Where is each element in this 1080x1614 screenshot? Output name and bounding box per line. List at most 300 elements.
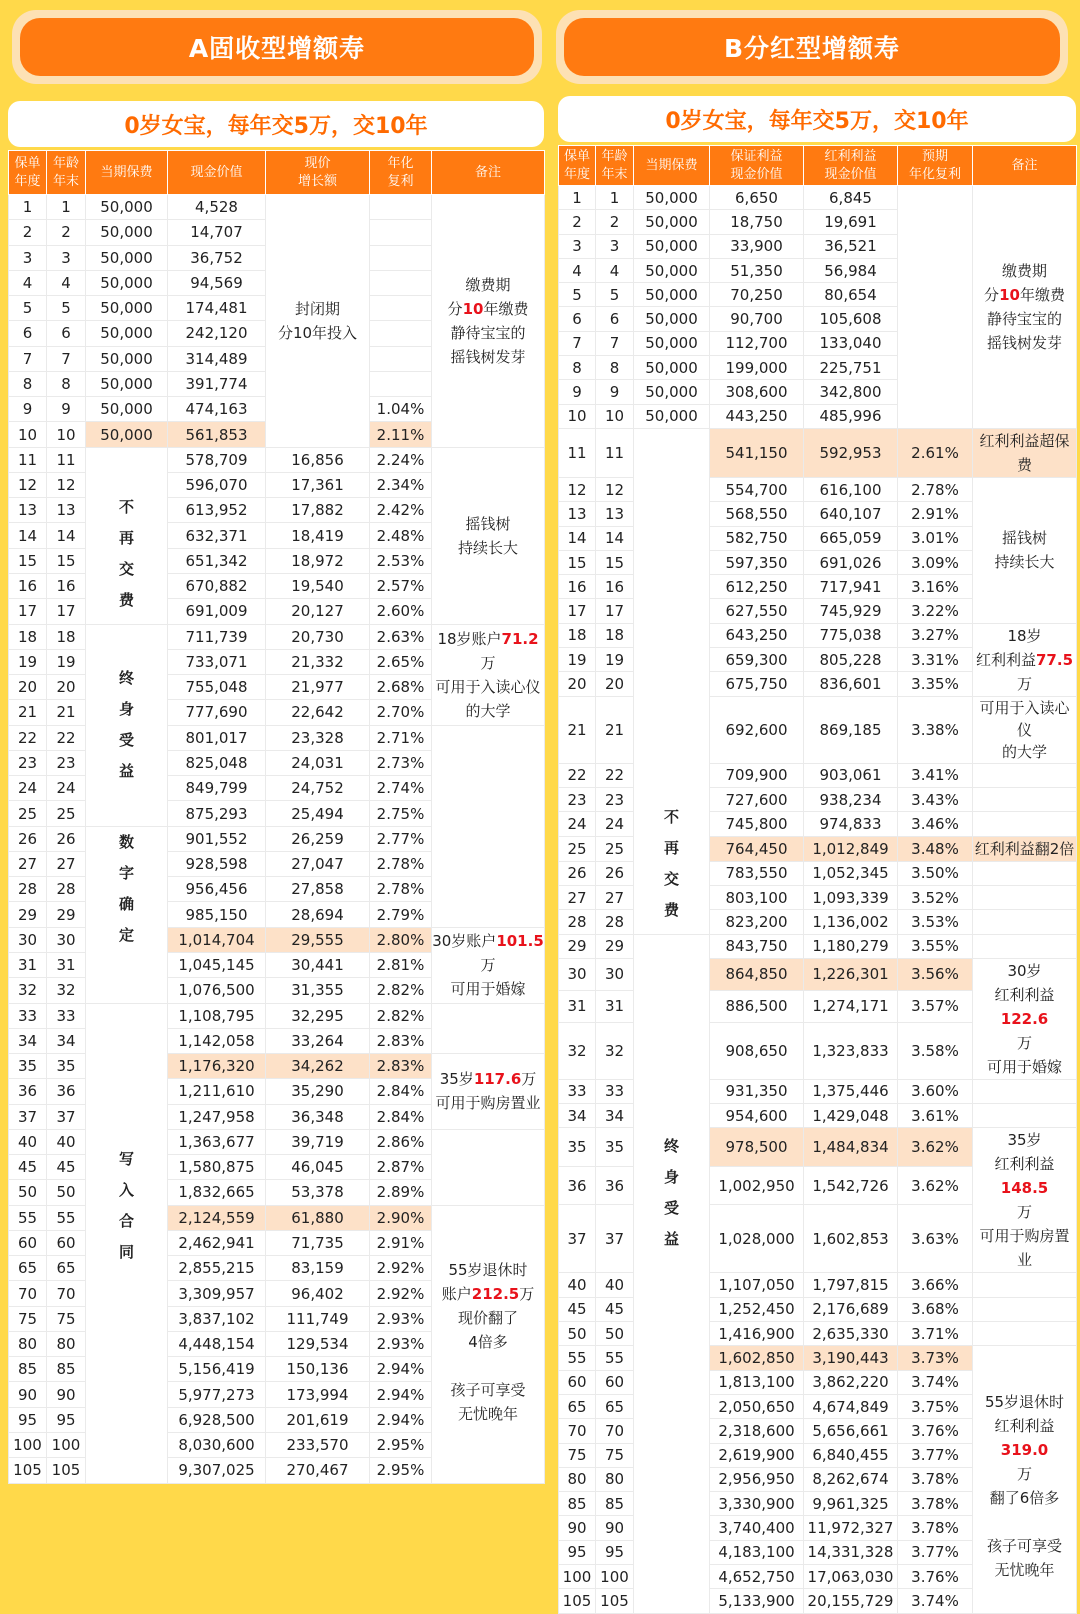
annual-rate-cell: 3.78%: [898, 1467, 973, 1491]
growth-cell: 25,494: [266, 801, 370, 826]
policy-year-cell: 16: [559, 575, 596, 599]
policy-year-cell: 105: [9, 1458, 47, 1483]
growth-cell: 35,290: [266, 1079, 370, 1104]
annual-rate-cell: 2.60%: [370, 599, 432, 624]
growth-cell: 96,402: [266, 1281, 370, 1306]
policy-year-cell: 29: [9, 902, 47, 927]
dividend-value-cell: 6,845: [804, 186, 898, 210]
dividend-value-cell: 56,984: [804, 258, 898, 282]
dividend-value-cell: 11,972,327: [804, 1516, 898, 1540]
cash-value-cell: 6,928,500: [168, 1407, 266, 1432]
panel-b-note: 红利利益翻2倍: [973, 836, 1077, 861]
cash-value-cell: 596,070: [168, 472, 266, 497]
cash-value-cell: 174,481: [168, 296, 266, 321]
age-cell: 14: [596, 526, 634, 550]
growth-cell: 233,570: [266, 1433, 370, 1458]
panel-b-header-2: 当期保费: [634, 146, 710, 186]
guaranteed-value-cell: 692,600: [710, 696, 804, 763]
premium-cell: 50,000: [634, 186, 710, 210]
age-cell: 100: [47, 1433, 86, 1458]
annual-rate-cell: 2.73%: [370, 750, 432, 775]
dividend-value-cell: 20,155,729: [804, 1589, 898, 1613]
dividend-value-cell: 938,234: [804, 788, 898, 812]
annual-rate-cell: 2.65%: [370, 649, 432, 674]
age-cell: 11: [47, 447, 86, 472]
policy-year-cell: 24: [9, 776, 47, 801]
policy-year-cell: 75: [559, 1443, 596, 1467]
age-cell: 5: [596, 283, 634, 307]
guaranteed-value-cell: 908,650: [710, 1023, 804, 1080]
age-cell: 6: [47, 321, 86, 346]
growth-cell: 46,045: [266, 1155, 370, 1180]
growth-cell: 61,880: [266, 1205, 370, 1230]
policy-year-cell: 45: [559, 1297, 596, 1321]
annual-rate-cell: 3.63%: [898, 1205, 973, 1273]
policy-year-cell: 21: [559, 696, 596, 763]
dividend-value-cell: 4,674,849: [804, 1394, 898, 1418]
growth-cell: 28,694: [266, 902, 370, 927]
age-cell: 24: [596, 812, 634, 836]
age-cell: 55: [596, 1346, 634, 1370]
guaranteed-value-cell: 541,150: [710, 428, 804, 477]
policy-year-cell: 7: [9, 346, 47, 371]
age-cell: 13: [596, 502, 634, 526]
guaranteed-value-cell: 803,100: [710, 885, 804, 909]
age-cell: 12: [47, 472, 86, 497]
annual-rate-cell: 3.78%: [898, 1492, 973, 1516]
annual-rate-cell: 2.63%: [370, 624, 432, 649]
annual-rate-cell: 2.42%: [370, 498, 432, 523]
age-cell: 15: [596, 550, 634, 574]
cash-value-cell: 777,690: [168, 700, 266, 725]
growth-cell: 53,378: [266, 1180, 370, 1205]
policy-year-cell: 25: [9, 801, 47, 826]
policy-year-cell: 65: [9, 1256, 47, 1281]
policy-year-cell: 50: [9, 1180, 47, 1205]
annual-rate-cell: 1.04%: [370, 397, 432, 422]
policy-year-cell: 11: [559, 428, 596, 477]
annual-rate-cell: 3.62%: [898, 1166, 973, 1204]
guaranteed-value-cell: 627,550: [710, 599, 804, 623]
annual-rate-cell: 2.92%: [370, 1256, 432, 1281]
guaranteed-value-cell: 443,250: [710, 404, 804, 428]
annual-rate-cell: 3.16%: [898, 575, 973, 599]
annual-rate-cell: 2.80%: [370, 927, 432, 952]
cash-value-cell: 901,552: [168, 826, 266, 851]
panel-a-table: [8, 150, 545, 1484]
dividend-value-cell: 1,323,833: [804, 1023, 898, 1080]
policy-year-cell: 95: [559, 1540, 596, 1564]
growth-cell: 111,749: [266, 1306, 370, 1331]
dividend-value-cell: 903,061: [804, 763, 898, 787]
premium-cell: 50,000: [634, 210, 710, 234]
annual-rate-cell: [370, 371, 432, 396]
guaranteed-value-cell: 1,028,000: [710, 1205, 804, 1273]
panel-a-note: [432, 1003, 545, 1054]
policy-year-cell: 17: [559, 599, 596, 623]
dividend-value-cell: 133,040: [804, 331, 898, 355]
policy-year-cell: 12: [559, 477, 596, 501]
dividend-value-cell: 775,038: [804, 623, 898, 647]
age-cell: 28: [596, 910, 634, 934]
cash-value-cell: 670,882: [168, 573, 266, 598]
annual-rate-cell: [370, 296, 432, 321]
guaranteed-value-cell: 612,250: [710, 575, 804, 599]
cash-value-cell: 3,837,102: [168, 1306, 266, 1331]
panel-b-note: [973, 788, 1077, 812]
policy-year-cell: 13: [9, 498, 47, 523]
age-cell: 22: [47, 725, 86, 750]
cash-value-cell: 1,142,058: [168, 1028, 266, 1053]
age-cell: 32: [47, 978, 86, 1003]
guaranteed-value-cell: 886,500: [710, 990, 804, 1022]
policy-year-cell: 19: [559, 648, 596, 672]
age-cell: 18: [47, 624, 86, 649]
dividend-value-cell: 1,012,849: [804, 836, 898, 861]
annual-rate-cell: 2.95%: [370, 1458, 432, 1483]
policy-year-cell: 18: [559, 623, 596, 647]
annual-rate-cell: 3.58%: [898, 1023, 973, 1080]
vertical-label-3: 数字确定: [86, 826, 168, 1003]
policy-year-cell: 60: [9, 1230, 47, 1255]
annual-rate-cell: 2.74%: [370, 776, 432, 801]
premium-cell: 50,000: [86, 422, 168, 447]
growth-cell: 20,127: [266, 599, 370, 624]
age-cell: 105: [596, 1589, 634, 1613]
policy-year-cell: 40: [559, 1273, 596, 1297]
annual-rate-cell: 2.84%: [370, 1104, 432, 1129]
annual-rate-cell: 3.71%: [898, 1322, 973, 1346]
age-cell: 11: [596, 428, 634, 477]
policy-year-cell: 21: [9, 700, 47, 725]
guaranteed-value-cell: 90,700: [710, 307, 804, 331]
age-cell: 4: [596, 258, 634, 282]
premium-cell: 50,000: [86, 270, 168, 295]
cash-value-cell: 1,076,500: [168, 978, 266, 1003]
annual-rate-cell: 3.52%: [898, 885, 973, 909]
guaranteed-value-cell: 1,002,950: [710, 1166, 804, 1204]
guaranteed-value-cell: 978,500: [710, 1128, 804, 1166]
policy-year-cell: 8: [559, 356, 596, 380]
panel-a-subtitle: 0岁女宝，每年交5万，交10年: [8, 101, 544, 147]
dividend-value-cell: 8,262,674: [804, 1467, 898, 1491]
age-cell: 1: [596, 186, 634, 210]
cash-value-cell: 1,363,677: [168, 1129, 266, 1154]
policy-year-cell: 31: [9, 952, 47, 977]
age-cell: 70: [47, 1281, 86, 1306]
guaranteed-value-cell: 33,900: [710, 234, 804, 258]
annual-rate-cell: 2.89%: [370, 1180, 432, 1205]
age-cell: 8: [47, 371, 86, 396]
guaranteed-value-cell: 709,900: [710, 763, 804, 787]
age-cell: 80: [596, 1467, 634, 1491]
panel-b-note: [973, 1104, 1077, 1128]
guaranteed-value-cell: 823,200: [710, 910, 804, 934]
growth-cell: 31,355: [266, 978, 370, 1003]
panel-a-header-3: 现金价值: [168, 151, 266, 195]
policy-year-cell: 17: [9, 599, 47, 624]
cash-value-cell: 1,211,610: [168, 1079, 266, 1104]
panel-b-title: B分红型增额寿: [564, 18, 1060, 76]
policy-year-cell: 36: [9, 1079, 47, 1104]
panel-a-note: 18岁账户71.2 万 可用于入读心仪 的大学: [432, 624, 545, 725]
annual-rate-cell: 3.76%: [898, 1564, 973, 1588]
age-cell: 37: [596, 1205, 634, 1273]
annual-rate-cell: 2.83%: [370, 1054, 432, 1079]
age-cell: 34: [596, 1104, 634, 1128]
policy-year-cell: 2: [9, 220, 47, 245]
panel-b-table-row: [559, 934, 1077, 958]
guaranteed-value-cell: 931,350: [710, 1079, 804, 1103]
age-cell: 31: [47, 952, 86, 977]
guaranteed-value-cell: 3,740,400: [710, 1516, 804, 1540]
guaranteed-value-cell: 2,050,650: [710, 1394, 804, 1418]
policy-year-cell: 90: [559, 1516, 596, 1540]
annual-rate-cell: 2.78%: [370, 877, 432, 902]
growth-cell: 26,259: [266, 826, 370, 851]
age-cell: 30: [47, 927, 86, 952]
policy-year-cell: 105: [559, 1589, 596, 1613]
age-cell: 13: [47, 498, 86, 523]
policy-year-cell: 45: [9, 1155, 47, 1180]
policy-year-cell: 16: [9, 573, 47, 598]
age-cell: 23: [596, 788, 634, 812]
cash-value-cell: 578,709: [168, 447, 266, 472]
policy-year-cell: 1: [9, 195, 47, 220]
panel-b-header-4: 红利利益 现金价值: [804, 146, 898, 186]
policy-year-cell: 29: [559, 934, 596, 958]
growth-cell: 201,619: [266, 1407, 370, 1432]
guaranteed-value-cell: 6,650: [710, 186, 804, 210]
age-cell: 24: [47, 776, 86, 801]
guaranteed-value-cell: 308,600: [710, 380, 804, 404]
age-cell: 5: [47, 296, 86, 321]
policy-year-cell: 3: [9, 245, 47, 270]
guaranteed-value-cell: 1,107,050: [710, 1273, 804, 1297]
age-cell: 29: [596, 934, 634, 958]
premium-cell: 50,000: [634, 380, 710, 404]
age-cell: 7: [47, 346, 86, 371]
policy-year-cell: 15: [9, 548, 47, 573]
annual-rate-cell: [370, 270, 432, 295]
guaranteed-value-cell: 18,750: [710, 210, 804, 234]
growth-cell: 18,972: [266, 548, 370, 573]
dividend-value-cell: 665,059: [804, 526, 898, 550]
age-cell: 26: [47, 826, 86, 851]
growth-cell: 32,295: [266, 1003, 370, 1028]
age-cell: 65: [47, 1256, 86, 1281]
vertical-label-1: 不再交费: [86, 447, 168, 624]
annual-rate-cell: 2.57%: [370, 573, 432, 598]
annual-rate-cell: 3.43%: [898, 788, 973, 812]
age-cell: 19: [596, 648, 634, 672]
annual-rate-cell: 3.60%: [898, 1079, 973, 1103]
policy-year-cell: 14: [559, 526, 596, 550]
panel-b-note: 55岁退休时 红利利益319.0 万 翻了6倍多 孩子可享受 无忧晚年: [973, 1346, 1077, 1613]
age-cell: 14: [47, 523, 86, 548]
panel-b-note: [973, 1297, 1077, 1321]
policy-year-cell: 37: [9, 1104, 47, 1129]
age-cell: 25: [47, 801, 86, 826]
policy-year-cell: 33: [9, 1003, 47, 1028]
age-cell: 19: [47, 649, 86, 674]
dividend-value-cell: 2,176,689: [804, 1297, 898, 1321]
annual-rate-cell: 3.77%: [898, 1540, 973, 1564]
guaranteed-value-cell: 783,550: [710, 861, 804, 885]
cash-value-cell: 474,163: [168, 397, 266, 422]
age-cell: 40: [596, 1273, 634, 1297]
panel-a-table-row: [9, 624, 545, 649]
guaranteed-value-cell: 112,700: [710, 331, 804, 355]
age-cell: 15: [47, 548, 86, 573]
policy-year-cell: 13: [559, 502, 596, 526]
cash-value-cell: 5,156,419: [168, 1357, 266, 1382]
dividend-value-cell: 745,929: [804, 599, 898, 623]
panel-b-note: [973, 1273, 1077, 1297]
vertical-label-2: 终身受益: [634, 934, 710, 1613]
annual-rate-cell: 3.56%: [898, 958, 973, 990]
panel-b-header-1: 年龄 年末: [596, 146, 634, 186]
policy-year-cell: 70: [559, 1419, 596, 1443]
dividend-value-cell: 1,429,048: [804, 1104, 898, 1128]
growth-cell: 150,136: [266, 1357, 370, 1382]
policy-year-cell: 2: [559, 210, 596, 234]
premium-cell: 50,000: [86, 195, 168, 220]
policy-year-cell: 6: [9, 321, 47, 346]
dividend-value-cell: 1,093,339: [804, 885, 898, 909]
cash-value-cell: 1,108,795: [168, 1003, 266, 1028]
policy-year-cell: 23: [9, 750, 47, 775]
cash-value-cell: 691,009: [168, 599, 266, 624]
age-cell: 34: [47, 1028, 86, 1053]
policy-year-cell: 4: [559, 258, 596, 282]
growth-cell: 27,858: [266, 877, 370, 902]
premium-cell: 50,000: [634, 283, 710, 307]
age-cell: 16: [596, 575, 634, 599]
dividend-value-cell: 1,136,002: [804, 910, 898, 934]
age-cell: 65: [596, 1394, 634, 1418]
growth-cell: 19,540: [266, 573, 370, 598]
panel-b-note: [973, 1322, 1077, 1346]
cash-value-cell: 632,371: [168, 523, 266, 548]
policy-year-cell: 26: [9, 826, 47, 851]
policy-year-cell: 32: [559, 1023, 596, 1080]
cash-value-cell: 4,528: [168, 195, 266, 220]
panel-b-note: [973, 861, 1077, 885]
cash-value-cell: 956,456: [168, 877, 266, 902]
policy-year-cell: 19: [9, 649, 47, 674]
dividend-value-cell: 6,840,455: [804, 1443, 898, 1467]
panel-b-table-row: [559, 428, 1077, 477]
policy-year-cell: 20: [559, 672, 596, 696]
age-cell: 23: [47, 750, 86, 775]
panel-a-header-1: 年龄 年末: [47, 151, 86, 195]
guaranteed-value-cell: 582,750: [710, 526, 804, 550]
panel-a-header-5: 年化 复利: [370, 151, 432, 195]
age-cell: 16: [47, 573, 86, 598]
panel-a-table-row: [9, 447, 545, 472]
age-cell: 2: [596, 210, 634, 234]
policy-year-cell: 37: [559, 1205, 596, 1273]
policy-year-cell: 8: [9, 371, 47, 396]
dividend-value-cell: 869,185: [804, 696, 898, 763]
age-cell: 20: [47, 675, 86, 700]
age-cell: 95: [596, 1540, 634, 1564]
dividend-value-cell: 1,274,171: [804, 990, 898, 1022]
annual-rate-cell: 3.48%: [898, 836, 973, 861]
policy-year-cell: 9: [9, 397, 47, 422]
premium-cell: 50,000: [86, 296, 168, 321]
panel-a-header-0: 保单 年度: [9, 151, 47, 195]
policy-year-cell: 27: [9, 851, 47, 876]
policy-year-cell: 14: [9, 523, 47, 548]
dividend-value-cell: 5,656,661: [804, 1419, 898, 1443]
panel-b-note: [973, 1079, 1077, 1103]
annual-rate-cell: 2.78%: [370, 851, 432, 876]
premium-cell: 50,000: [86, 220, 168, 245]
policy-year-cell: 10: [9, 422, 47, 447]
cash-value-cell: 4,448,154: [168, 1331, 266, 1356]
policy-year-cell: 35: [9, 1054, 47, 1079]
policy-year-cell: 3: [559, 234, 596, 258]
panel-b-header-0: 保单 年度: [559, 146, 596, 186]
age-cell: 80: [47, 1331, 86, 1356]
growth-cell: 23,328: [266, 725, 370, 750]
annual-rate-cell: [370, 346, 432, 371]
growth-cell: 21,977: [266, 675, 370, 700]
panel-a-note: 摇钱树 持续长大: [432, 447, 545, 624]
annual-rate-cell: 2.61%: [898, 428, 973, 477]
policy-year-cell: 24: [559, 812, 596, 836]
age-cell: 85: [596, 1492, 634, 1516]
policy-year-cell: 31: [559, 990, 596, 1022]
guaranteed-value-cell: 2,956,950: [710, 1467, 804, 1491]
dividend-value-cell: 1,052,345: [804, 861, 898, 885]
growth-cell: 39,719: [266, 1129, 370, 1154]
age-cell: 100: [596, 1564, 634, 1588]
panel-b-banner: [556, 10, 1068, 84]
guaranteed-value-cell: 51,350: [710, 258, 804, 282]
cash-value-cell: 314,489: [168, 346, 266, 371]
growth-cell: 22,642: [266, 700, 370, 725]
policy-year-cell: 5: [9, 296, 47, 321]
cash-value-cell: 1,247,958: [168, 1104, 266, 1129]
guaranteed-value-cell: 1,813,100: [710, 1370, 804, 1394]
growth-cell: 71,735: [266, 1230, 370, 1255]
dividend-value-cell: 1,542,726: [804, 1166, 898, 1204]
dividend-value-cell: 342,800: [804, 380, 898, 404]
age-cell: 10: [596, 404, 634, 428]
annual-rate-cell: 3.61%: [898, 1104, 973, 1128]
annual-rate-cell: 2.71%: [370, 725, 432, 750]
age-cell: 9: [47, 397, 86, 422]
age-cell: 50: [47, 1180, 86, 1205]
growth-cell: 30,441: [266, 952, 370, 977]
annual-rate-cell: [370, 195, 432, 220]
age-cell: 27: [596, 885, 634, 909]
guaranteed-value-cell: 199,000: [710, 356, 804, 380]
age-cell: 35: [47, 1054, 86, 1079]
guaranteed-value-cell: 764,450: [710, 836, 804, 861]
panel-b-note: 35岁 红利利益148.5 万 可用于购房置业: [973, 1128, 1077, 1273]
panel-b-header-6: 备注: [973, 146, 1077, 186]
dividend-value-cell: 17,063,030: [804, 1564, 898, 1588]
policy-year-cell: 5: [559, 283, 596, 307]
policy-year-cell: 1: [559, 186, 596, 210]
policy-year-cell: 34: [559, 1104, 596, 1128]
annual-rate-cell: 3.35%: [898, 672, 973, 696]
cash-value-cell: 1,014,704: [168, 927, 266, 952]
